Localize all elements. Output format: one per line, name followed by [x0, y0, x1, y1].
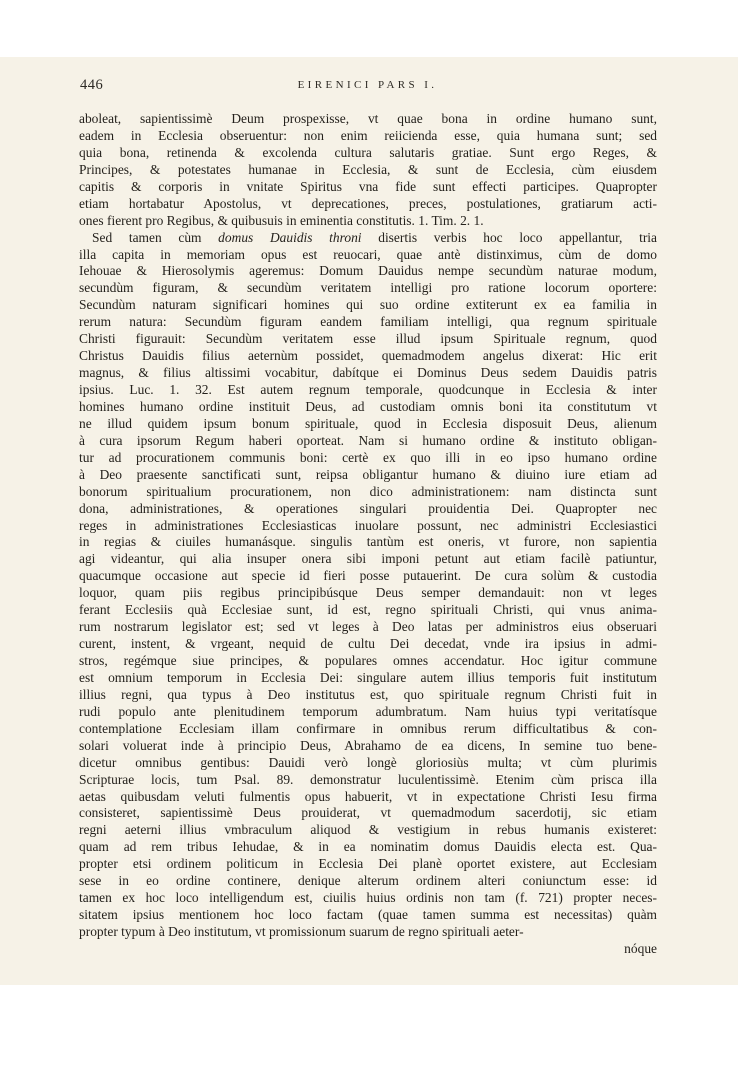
- text-line: [79, 382, 657, 399]
- text-segment: quia bona, retinenda & excolenda cultura salutaris gratiae. Sunt ergo Reges, &: [79, 144, 657, 160]
- text-segment: etiam hortabatur Apostolus, vt deprecationes, preces, postulationes, gratiarum acti-: [79, 195, 657, 211]
- text-line: [79, 534, 657, 551]
- page-header: [80, 77, 655, 97]
- text-segment: sitatem ipsius mentionem hoc loco factam (quae tamen summa est necessitas) quàm: [79, 907, 657, 923]
- text-line: [79, 230, 657, 247]
- text-line: [79, 704, 657, 721]
- text-line: [79, 568, 657, 585]
- text-line: [79, 467, 657, 484]
- text-segment: rerum natura: Secundùm figuram eandem familiam intelligi, qua regnum spirituale: [79, 314, 657, 330]
- text-segment: est omnium temporum in Ecclesia Dei: singulare autem illius temporis fuit institutum: [79, 669, 657, 685]
- text-segment: quacumque occasione aut specie id fieri posse putauerint. De cura solùm & custodia: [79, 568, 657, 584]
- text-segment: tur ad procurationem communis boni: certè ex quo illi in eo ipso humano ordine: [79, 449, 657, 465]
- text-line: [79, 721, 657, 738]
- text-line: [79, 314, 657, 331]
- text-line: [79, 636, 657, 653]
- text-line: [79, 551, 657, 568]
- text-segment: secundùm figuram, & secundùm veritatem intelligi pro ratione locorum oportere:: [79, 280, 657, 296]
- text-segment: rudi populo ante plenitudinem temporum adumbratum. Nam huius typi veritatísque: [79, 703, 657, 719]
- body-text: [79, 111, 657, 958]
- text-segment: tamen ex hoc loco intelligendum est, ciuilis huius ordinis non tam (f. 721) propter neces-: [79, 890, 657, 906]
- text-segment: Christus Dauidis filius aeternùm possidet, quemadmodem angelus dixerat: Hic erit: [79, 348, 657, 364]
- text-line: [79, 518, 657, 535]
- text-line: [79, 805, 657, 822]
- text-segment: dicetur omnibus gentibus: Dauidi verò longè gloriosiùs multa; vt cùm plurimis: [79, 754, 657, 770]
- text-segment: bonorum spiritualium procurationem, non dico administrationem: nam distincta sunt: [79, 483, 657, 499]
- text-segment: magnus, & filius altissimi vocabitur, dabítque ei Dominus Deus sedem Dauidis patris: [79, 365, 657, 381]
- book-page: [0, 57, 738, 985]
- text-segment: agi videantur, qui alia insuper onera sibi imponi petunt aut etiam facilè patiuntur,: [79, 551, 657, 567]
- text-line: [79, 907, 657, 924]
- text-line: [79, 789, 657, 806]
- text-line: [79, 416, 657, 433]
- text-segment: sese in eo ordine continere, denique alterum ordinem alteri coniunctum esse: id: [79, 873, 657, 889]
- text-segment: eadem in Ecclesia obseruentur: non enim reiicienda esse, quia humana sunt; sed: [79, 127, 657, 143]
- text-line: [79, 653, 657, 670]
- text-segment: in regias & ciuiles humanásque. singulis tantùm est oneris, vt furore, non sapientia: [79, 534, 657, 550]
- text-line: [79, 196, 657, 213]
- text-segment: à cura ipsorum Regum haberi oporteat. Nam si humano ordine & instituto obligan-: [79, 432, 657, 448]
- text-segment: illa capita in memoriam opus est reuocari, quae antè distinximus, cùm de domo: [79, 246, 657, 262]
- text-line: [79, 856, 657, 873]
- text-line: [79, 484, 657, 501]
- text-segment: nóque: [624, 940, 657, 956]
- text-segment: illius regni, qua typus à Deo institutus est, quo spirituale regnum Christi fuit in: [79, 686, 657, 702]
- text-segment: aetas quibusdam veluti fulmentis opus habuerit, vt in expectatione Christi Iesu firma: [79, 788, 657, 804]
- text-line: [79, 280, 657, 297]
- text-line: [79, 619, 657, 636]
- text-segment: stros, regémque siue principes, & populares omnes accendatur. Hoc igitur commune: [79, 653, 657, 668]
- text-segment: loquor, quam piis regibus principibúsque Deus semper demandauit: non vt leges: [79, 585, 657, 601]
- text-line: [79, 941, 657, 958]
- text-segment: curent, instent, & vrgeant, nequid de cultu Dei decedat, vnde ira ipsius in admi-: [79, 636, 657, 652]
- text-line: [79, 128, 657, 145]
- text-line: [79, 501, 657, 518]
- text-segment: aboleat, sapientissimè Deum prospexisse, vt quae bona in ordine humano sunt,: [79, 111, 657, 126]
- text-line: [79, 450, 657, 467]
- text-line: [79, 111, 657, 128]
- text-line: [79, 213, 657, 230]
- text-line: [79, 822, 657, 839]
- text-segment: quam ad rem tribus Iehudae, & in ea nominatim domus Dauidis electa est. Qua-: [79, 839, 657, 855]
- text-line: [79, 670, 657, 687]
- text-line: [79, 772, 657, 789]
- text-segment: solari voluerat inde à principio Deus, Abrahamo de ea dicens, In semine tuo bene-: [79, 737, 657, 753]
- text-segment: à Deo praesente sanctificati sunt, reipsa obligantur humano & diuino iure etiam ad: [79, 466, 657, 482]
- text-line: [79, 263, 657, 280]
- text-line: [79, 738, 657, 755]
- text-line: [79, 839, 657, 856]
- text-segment: dona, administrationes, & operationes singulari prouidentia Dei. Quapropter nec: [79, 500, 657, 516]
- text-line: [79, 365, 657, 382]
- page-number: 446: [80, 77, 104, 93]
- text-segment: Scripturae locis, tum Psal. 89. demonstratur luculentissimè. Etenim cùm prisca illa: [79, 771, 657, 787]
- text-segment: Secundùm naturam significari homines qui suo ordine extiterunt ex ea familia in: [79, 297, 657, 313]
- text-segment: ne illud quidem ipsum bonum spirituale, quod in Ecclesia disposuit Deus, alienum: [79, 415, 657, 431]
- text-segment: capitis & corporis in vnitate Spiritus vna fide sunt effecti participes. Quapropter: [79, 178, 657, 194]
- text-line: [79, 247, 657, 264]
- text-line: [79, 873, 657, 890]
- text-segment: homines humano ordine instituit Deus, ad custodiam omnis boni ita constitutum vt: [79, 398, 657, 414]
- text-line: [79, 348, 657, 365]
- text-line: [79, 687, 657, 704]
- text-segment: regni aeterni illius vmbraculum aliquod & vestigium in rebus humanis existeret:: [79, 822, 657, 838]
- text-line: [79, 145, 657, 162]
- text-segment: ones fierent pro Regibus, & quibusuis in eminentia constitutis. 1. Tim. 2. 1.: [79, 212, 484, 228]
- text-line: [79, 585, 657, 602]
- text-line: [79, 297, 657, 314]
- running-title: EIRENICI PARS I.: [297, 79, 438, 91]
- text-line: [79, 162, 657, 179]
- text-segment: Sed tamen cùm: [92, 229, 219, 245]
- text-segment: propter etsi ordinem politicum in Ecclesia Dei planè oportet existere, aut Ecclesiam: [79, 856, 657, 872]
- text-line: [79, 331, 657, 348]
- text-segment: ipsius. Luc. 1. 32. Est autem regnum temporale, quodcunque in Ecclesia & inter: [79, 382, 657, 397]
- text-line: [79, 433, 657, 450]
- text-line: [79, 179, 657, 196]
- text-segment: Iehouae & Hierosolymis ageremus: Domum Dauidus nempe secundùm naturae modum,: [79, 263, 657, 279]
- text-segment: Principes, & potestates humanae in Ecclesia, & sunt de Ecclesia, cùm eiusdem: [79, 161, 657, 177]
- text-line: [79, 890, 657, 907]
- text-segment: propter typum à Deo institutum, vt promissionum suarum de regno spirituali aeter-: [79, 924, 524, 939]
- text-segment: consisteret, sapientissimè Deus prouiderat, vt quemadmodum sacerdotij, sic etiam: [79, 805, 657, 821]
- text-line: [79, 924, 657, 941]
- text-segment: Christi figurauit: Secundùm veritatem esse illud ipsum Spirituale regnum, quod: [79, 331, 657, 347]
- text-segment: disertis verbis hoc loco appellantur, tria: [361, 229, 657, 245]
- text-segment: ferant Ecclesiis quà Ecclesiae sunt, id est, regno spirituali Christi, qui vnus anima-: [79, 602, 657, 618]
- text-segment: contemplatione Ecclesiam illam confirmare in omnibus rerum difficultatibus & con-: [79, 720, 657, 736]
- text-line: [79, 755, 657, 772]
- italic-phrase: domus Dauidis throni: [218, 229, 362, 245]
- text-segment: rum nostrarum legislator est; sed vt leges à Deo latas per administros eius obseruari: [79, 619, 657, 635]
- text-line: [79, 602, 657, 619]
- text-segment: reges in administrationes Ecclesiasticas inuolare possunt, nec administri Ecclesiastici: [79, 517, 657, 533]
- text-line: [79, 399, 657, 416]
